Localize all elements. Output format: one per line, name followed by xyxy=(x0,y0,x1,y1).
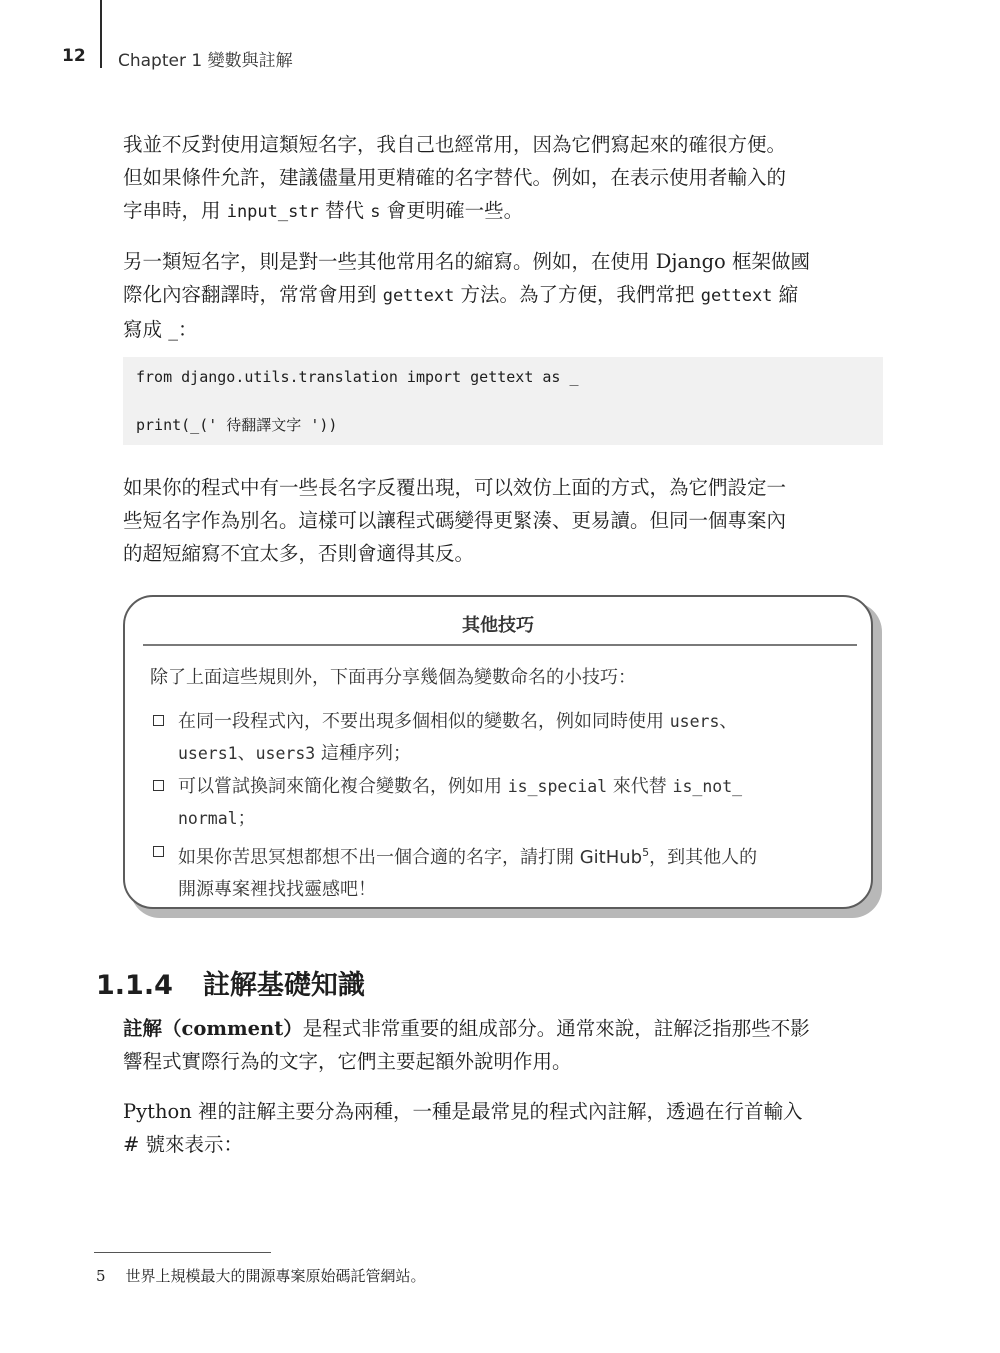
footnote-divider xyxy=(94,1252,271,1253)
tips-title: 其他技巧 xyxy=(462,615,534,636)
code-line: from django.utils.translation import gettext as _ xyxy=(136,368,579,386)
section-heading xyxy=(96,963,365,1002)
paragraph-comment-definition: 註解（comment）是程式非常重要的組成部分。通常來說，註解泛指那些不影 響程式實際行為的文字，它們主要起額外說明作用。 xyxy=(123,1017,810,1073)
checkbox-bullet-icon xyxy=(153,846,164,857)
paragraph-comment-types: Python 裡的註解主要分為兩種，一種是最常見的程式內註解，透過在行首輸入 # 號來表示： xyxy=(123,1100,803,1156)
paragraph-abbreviations: 另一類短名字，則是對一些其他常用名的縮寫。例如，在使用 Django 框架做國 際化內容翻譯時，常常會用到 gettext 方法。為了方便，我們常把 gettext 縮 寫成 _： xyxy=(123,250,810,341)
inline-code: s xyxy=(370,202,381,222)
footnote xyxy=(96,1265,426,1286)
tip-item: 在同一段程式內，不要出現多個相似的變數名，例如同時使用 users、 users1、users3 這種序列； xyxy=(153,706,853,770)
paragraph-short-names: 我並不反對使用這類短名字，我自己也經常用，因為它們寫起來的確很方便。 但如果條件允許，建議儘量用更精確的名字替代。例如，在表示使用者輸入的 字串時，用 input_str 替代 s 會更明確一些。 xyxy=(123,133,787,222)
tip-item: 如果你苦思冥想都想不出一個合適的名字，請打開 GitHub$^5$，到其他人的 開源專案裡找找靈感吧！ xyxy=(153,837,853,906)
section-number: 1.1.4 xyxy=(96,970,173,1001)
term-bold: 註解（comment） xyxy=(123,1017,303,1040)
tips-divider xyxy=(143,644,857,646)
inline-code: gettext xyxy=(700,286,773,306)
tip-item: 可以嘗試換詞來簡化複合變數名，例如用 is_special 來代替 is_not_ normal； xyxy=(153,771,853,835)
tips-intro: 除了上面這些規則外，下面再分享幾個為變數命名的小技巧： xyxy=(150,667,636,688)
code-block xyxy=(123,357,883,445)
paragraph-aliases: 如果你的程式中有一些長名字反覆出現，可以效仿上面的方式，為它們設定一 些短名字作為別名。這樣可以讓程式碼變得更緊湊、更易讀。但同一個專案內 的超短縮寫不宜太多，否則會適得其反。 xyxy=(123,476,787,565)
footnote-ref: 5 xyxy=(642,846,650,859)
code-line: print(_(' 待翻譯文字 ')) xyxy=(136,416,338,434)
chapter-title: Chapter 1 變數與註解 xyxy=(118,51,293,71)
inline-code: gettext xyxy=(382,286,455,306)
checkbox-bullet-icon xyxy=(153,780,164,791)
section-title: 註解基礎知識 xyxy=(202,970,365,1001)
footnote-number: 5 xyxy=(96,1267,106,1285)
page-number: 12 xyxy=(62,46,86,66)
tips-box xyxy=(123,595,873,909)
header-divider xyxy=(100,0,102,68)
checkbox-bullet-icon xyxy=(153,715,164,726)
footnote-text: 世界上規模最大的開源專案原始碼託管網站。 xyxy=(125,1267,426,1285)
inline-code: input_str xyxy=(226,202,319,222)
